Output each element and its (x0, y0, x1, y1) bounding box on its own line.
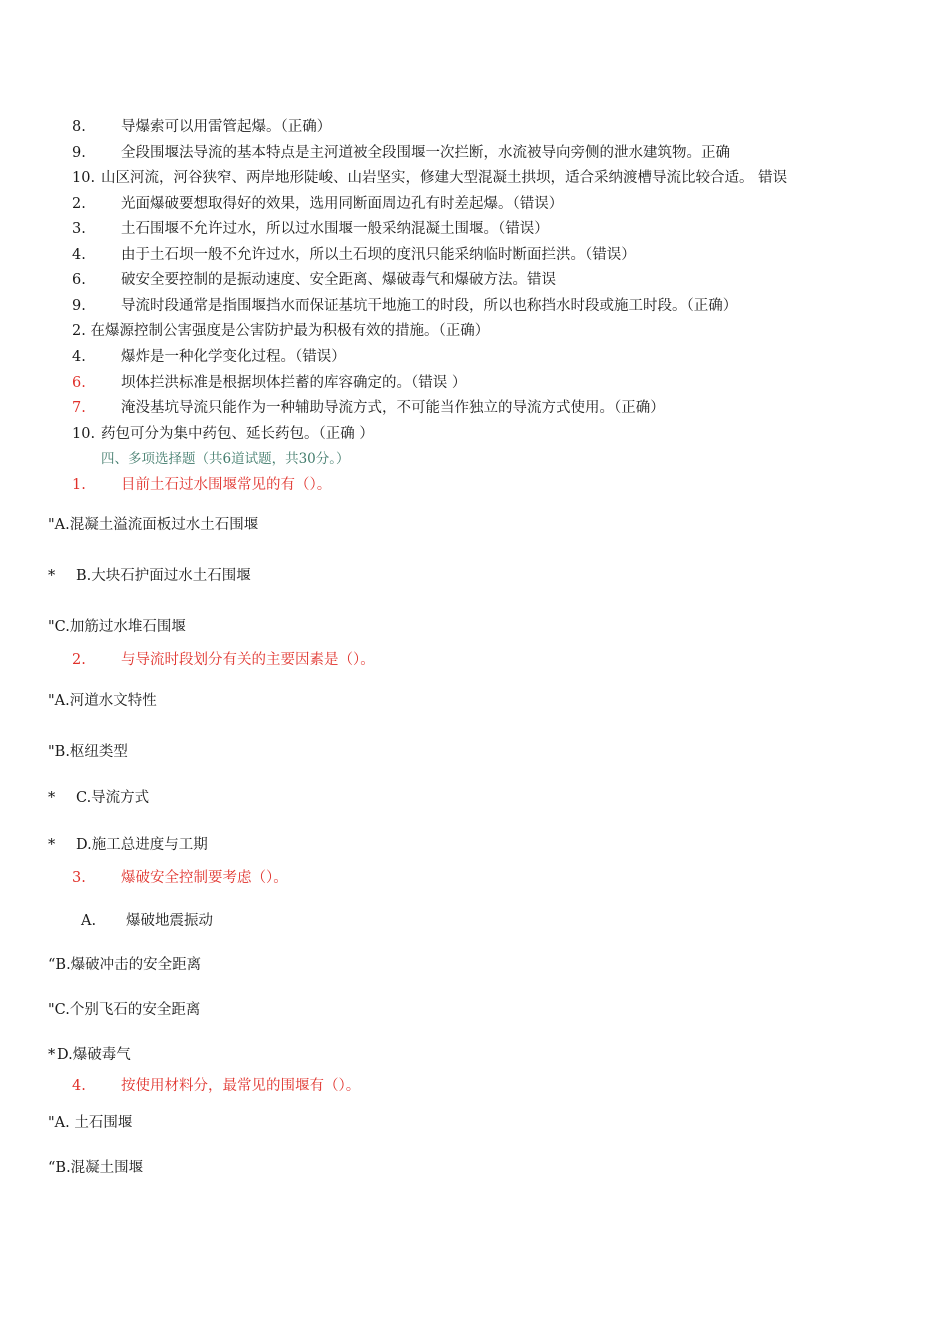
option-text: C.个别飞石的安全距离 (54, 1002, 201, 1018)
item-text: 2. 在爆源控制公害强度是公害防护最为积极有效的措施。（正确） (72, 323, 490, 339)
item-number: 4. (72, 247, 86, 263)
item-text: 导流时段通常是指围堰挡水而保证基坑干地施工的时段，所以也称挡水时段或施工时段。（正确） (121, 298, 738, 314)
item-number: 9. (72, 298, 86, 314)
item-text: 山区河流，河谷狭窄、两岸地形陡峻、山岩坚实，修建大型混凝土拱坝，适合采纳渡槽导流比较合适。 错误 (101, 170, 788, 186)
question-text: 与导流时段划分有关的主要因素是（）。 (121, 652, 375, 668)
option[interactable] (48, 1045, 131, 1065)
option[interactable] (48, 955, 201, 975)
item-number: 7. (72, 400, 86, 416)
option-mark: " (48, 693, 55, 709)
option-text: 爆破地震振动 (126, 913, 213, 929)
option[interactable] (48, 788, 149, 808)
option-text: A.混凝土溢流面板过水土石围堰 (54, 517, 259, 533)
option[interactable] (81, 911, 213, 931)
option-text: B.大块石护面过水土石围堰 (76, 568, 251, 584)
option[interactable] (48, 835, 208, 855)
option-mark: * (48, 790, 56, 806)
item-text: 由于土石坝一般不允许过水，所以土石坝的度汛只能采纳临时断面拦洪。（错误） (121, 247, 636, 263)
option-text: A.河道水文特性 (54, 693, 157, 709)
option-mark: * (48, 837, 56, 853)
item-number: 10. (72, 170, 96, 186)
item-text: 坝体拦洪标准是根据坝体拦蓄的库容确定的。（错误 ） (121, 375, 467, 391)
question-number: 2. (72, 652, 86, 668)
option[interactable] (48, 1158, 143, 1178)
item-text: 土石围堰不允许过水，所以过水围堰一般采纳混凝土围堰。（错误） (121, 221, 549, 237)
question-text: 目前土石过水围堰常见的有（）。 (121, 477, 332, 493)
option-text: B.爆破冲击的安全距离 (55, 957, 202, 973)
item-text: 全段围堰法导流的基本特点是主河道被全段围堰一次拦断，水流被导向旁侧的泄水建筑物。正确 (121, 145, 730, 161)
option[interactable] (48, 742, 128, 762)
question-text: 按使用材料分，最常见的围堰有（）。 (121, 1078, 361, 1094)
item-number: 9. (72, 145, 86, 161)
item-number: 8. (72, 119, 86, 135)
option[interactable] (48, 566, 251, 586)
option-text: D.施工总进度与工期 (76, 837, 208, 853)
option[interactable] (48, 1000, 200, 1020)
option-text: D.爆破毒气 (57, 1047, 131, 1063)
option-mark: " (48, 1002, 55, 1018)
option-text: A. 土石围堰 (54, 1115, 133, 1131)
option-mark: " (48, 1115, 55, 1131)
option-text: B.混凝土围堰 (55, 1160, 144, 1176)
option-mark: " (48, 517, 55, 533)
item-number: 6. (72, 375, 86, 391)
question-text: 爆破安全控制要考虑（）。 (121, 870, 288, 886)
item-number: 6. (72, 272, 86, 288)
option-mark: A. (81, 913, 97, 929)
section-title: 四、多项选择题（共6道试题，共30分。） (101, 451, 350, 467)
option-mark: " (48, 744, 55, 760)
option-text: C.导流方式 (76, 790, 150, 806)
option-mark: * (48, 568, 56, 584)
question-number: 4. (72, 1078, 86, 1094)
item-text: 破安全要控制的是振动速度、安全距离、爆破毒气和爆破方法。错误 (121, 272, 556, 288)
question-number: 1. (72, 477, 86, 493)
option[interactable] (48, 515, 258, 535)
item-text: 淹没基坑导流只能作为一种辅助导流方式，不可能当作独立的导流方式使用。（正确） (121, 400, 665, 416)
item-number: 2. (72, 196, 86, 212)
option-text: B.枢纽类型 (54, 744, 128, 760)
option[interactable] (48, 691, 157, 711)
option-mark: * (48, 1047, 56, 1063)
item-number: 3. (72, 221, 86, 237)
item-text: 导爆索可以用雷管起爆。（正确） (121, 119, 332, 135)
option-text: C.加筋过水堆石围堰 (54, 619, 186, 635)
item-text: 爆炸是一种化学变化过程。（错误） (121, 349, 346, 365)
option-mark: " (48, 619, 55, 635)
item-number: 4. (72, 349, 86, 365)
item-text: 药包可分为集中药包、延长药包。（正确 ） (101, 426, 374, 442)
item-text: 光面爆破要想取得好的效果，选用同断面周边孔有时差起爆。（错误） (121, 196, 564, 212)
question-number: 3. (72, 870, 86, 886)
option[interactable] (48, 1113, 132, 1133)
option[interactable] (48, 617, 186, 637)
option-mark: “ (48, 957, 56, 973)
item-number: 10. (72, 426, 96, 442)
option-mark: “ (48, 1160, 56, 1176)
